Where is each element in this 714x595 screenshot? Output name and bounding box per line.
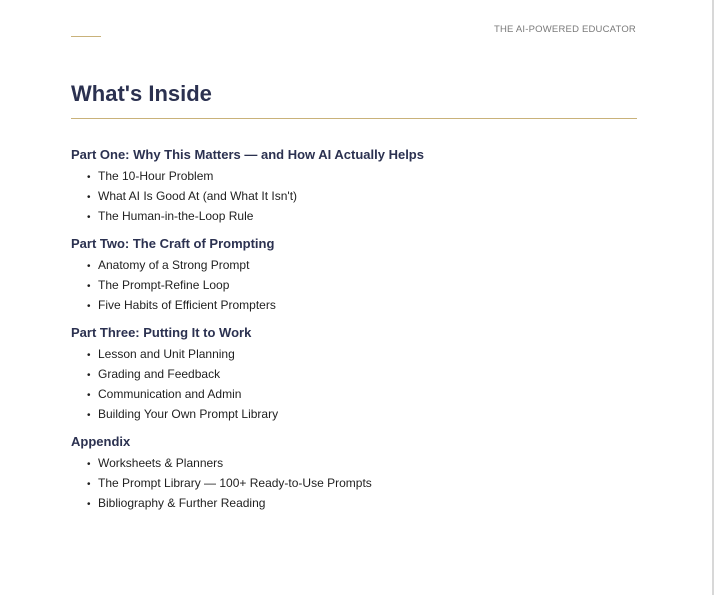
toc-part-heading: Part Two: The Craft of Prompting xyxy=(71,236,275,251)
bullet-icon: • xyxy=(87,350,91,361)
toc-item-list xyxy=(71,167,671,227)
toc-item-list xyxy=(71,256,671,316)
toc-item-label: The Prompt Library — 100+ Ready-to-Use Prompts xyxy=(98,476,372,490)
toc-item-label: Communication and Admin xyxy=(98,387,242,401)
toc-item-label: Building Your Own Prompt Library xyxy=(98,407,279,421)
header-accent-rule xyxy=(71,36,101,37)
toc-item xyxy=(87,405,671,425)
bullet-icon: • xyxy=(87,499,91,510)
toc-item-label: Worksheets & Planners xyxy=(98,456,224,470)
toc-part-heading: Appendix xyxy=(71,434,131,449)
toc-item xyxy=(87,474,671,494)
bullet-icon: • xyxy=(87,301,91,312)
toc-item xyxy=(87,345,671,365)
toc-item-list xyxy=(71,454,671,514)
toc-item-label: The Prompt-Refine Loop xyxy=(98,278,230,292)
toc-item xyxy=(87,167,671,187)
title-divider-rule xyxy=(71,118,637,119)
toc-item-label: Bibliography & Further Reading xyxy=(98,496,266,510)
bullet-icon: • xyxy=(87,410,91,421)
toc-item xyxy=(87,454,671,474)
toc-item-label: The 10-Hour Problem xyxy=(98,169,214,183)
toc-item xyxy=(87,296,671,316)
bullet-icon: • xyxy=(87,212,91,223)
page-title: What's Inside xyxy=(71,81,212,106)
toc-part-heading: Part Three: Putting It to Work xyxy=(71,325,252,340)
bullet-icon: • xyxy=(87,479,91,490)
table-of-contents xyxy=(71,146,671,522)
toc-part-three xyxy=(71,324,671,425)
toc-item xyxy=(87,365,671,385)
bullet-icon: • xyxy=(87,459,91,470)
toc-item-label: Grading and Feedback xyxy=(98,367,221,381)
bullet-icon: • xyxy=(87,370,91,381)
toc-item-label: Anatomy of a Strong Prompt xyxy=(98,258,250,272)
toc-part-one xyxy=(71,146,671,227)
toc-item xyxy=(87,256,671,276)
toc-item xyxy=(87,207,671,227)
toc-item-label: Five Habits of Efficient Prompters xyxy=(98,298,276,312)
bullet-icon: • xyxy=(87,172,91,183)
toc-item xyxy=(87,494,671,514)
toc-item-label: The Human-in-the-Loop Rule xyxy=(98,209,254,223)
toc-item xyxy=(87,276,671,296)
bullet-icon: • xyxy=(87,192,91,203)
toc-part-two xyxy=(71,235,671,316)
bullet-icon: • xyxy=(87,390,91,401)
toc-item-label: What AI Is Good At (and What It Isn't) xyxy=(98,189,298,203)
toc-item-list xyxy=(71,345,671,425)
running-header: THE AI-POWERED EDUCATOR xyxy=(493,24,636,35)
toc-appendix xyxy=(71,433,671,514)
toc-part-heading: Part One: Why This Matters — and How AI Actually Helps xyxy=(71,147,424,162)
toc-item-label: Lesson and Unit Planning xyxy=(98,347,235,361)
bullet-icon: • xyxy=(87,281,91,292)
toc-item xyxy=(87,385,671,405)
toc-item xyxy=(87,187,671,207)
bullet-icon: • xyxy=(87,261,91,272)
